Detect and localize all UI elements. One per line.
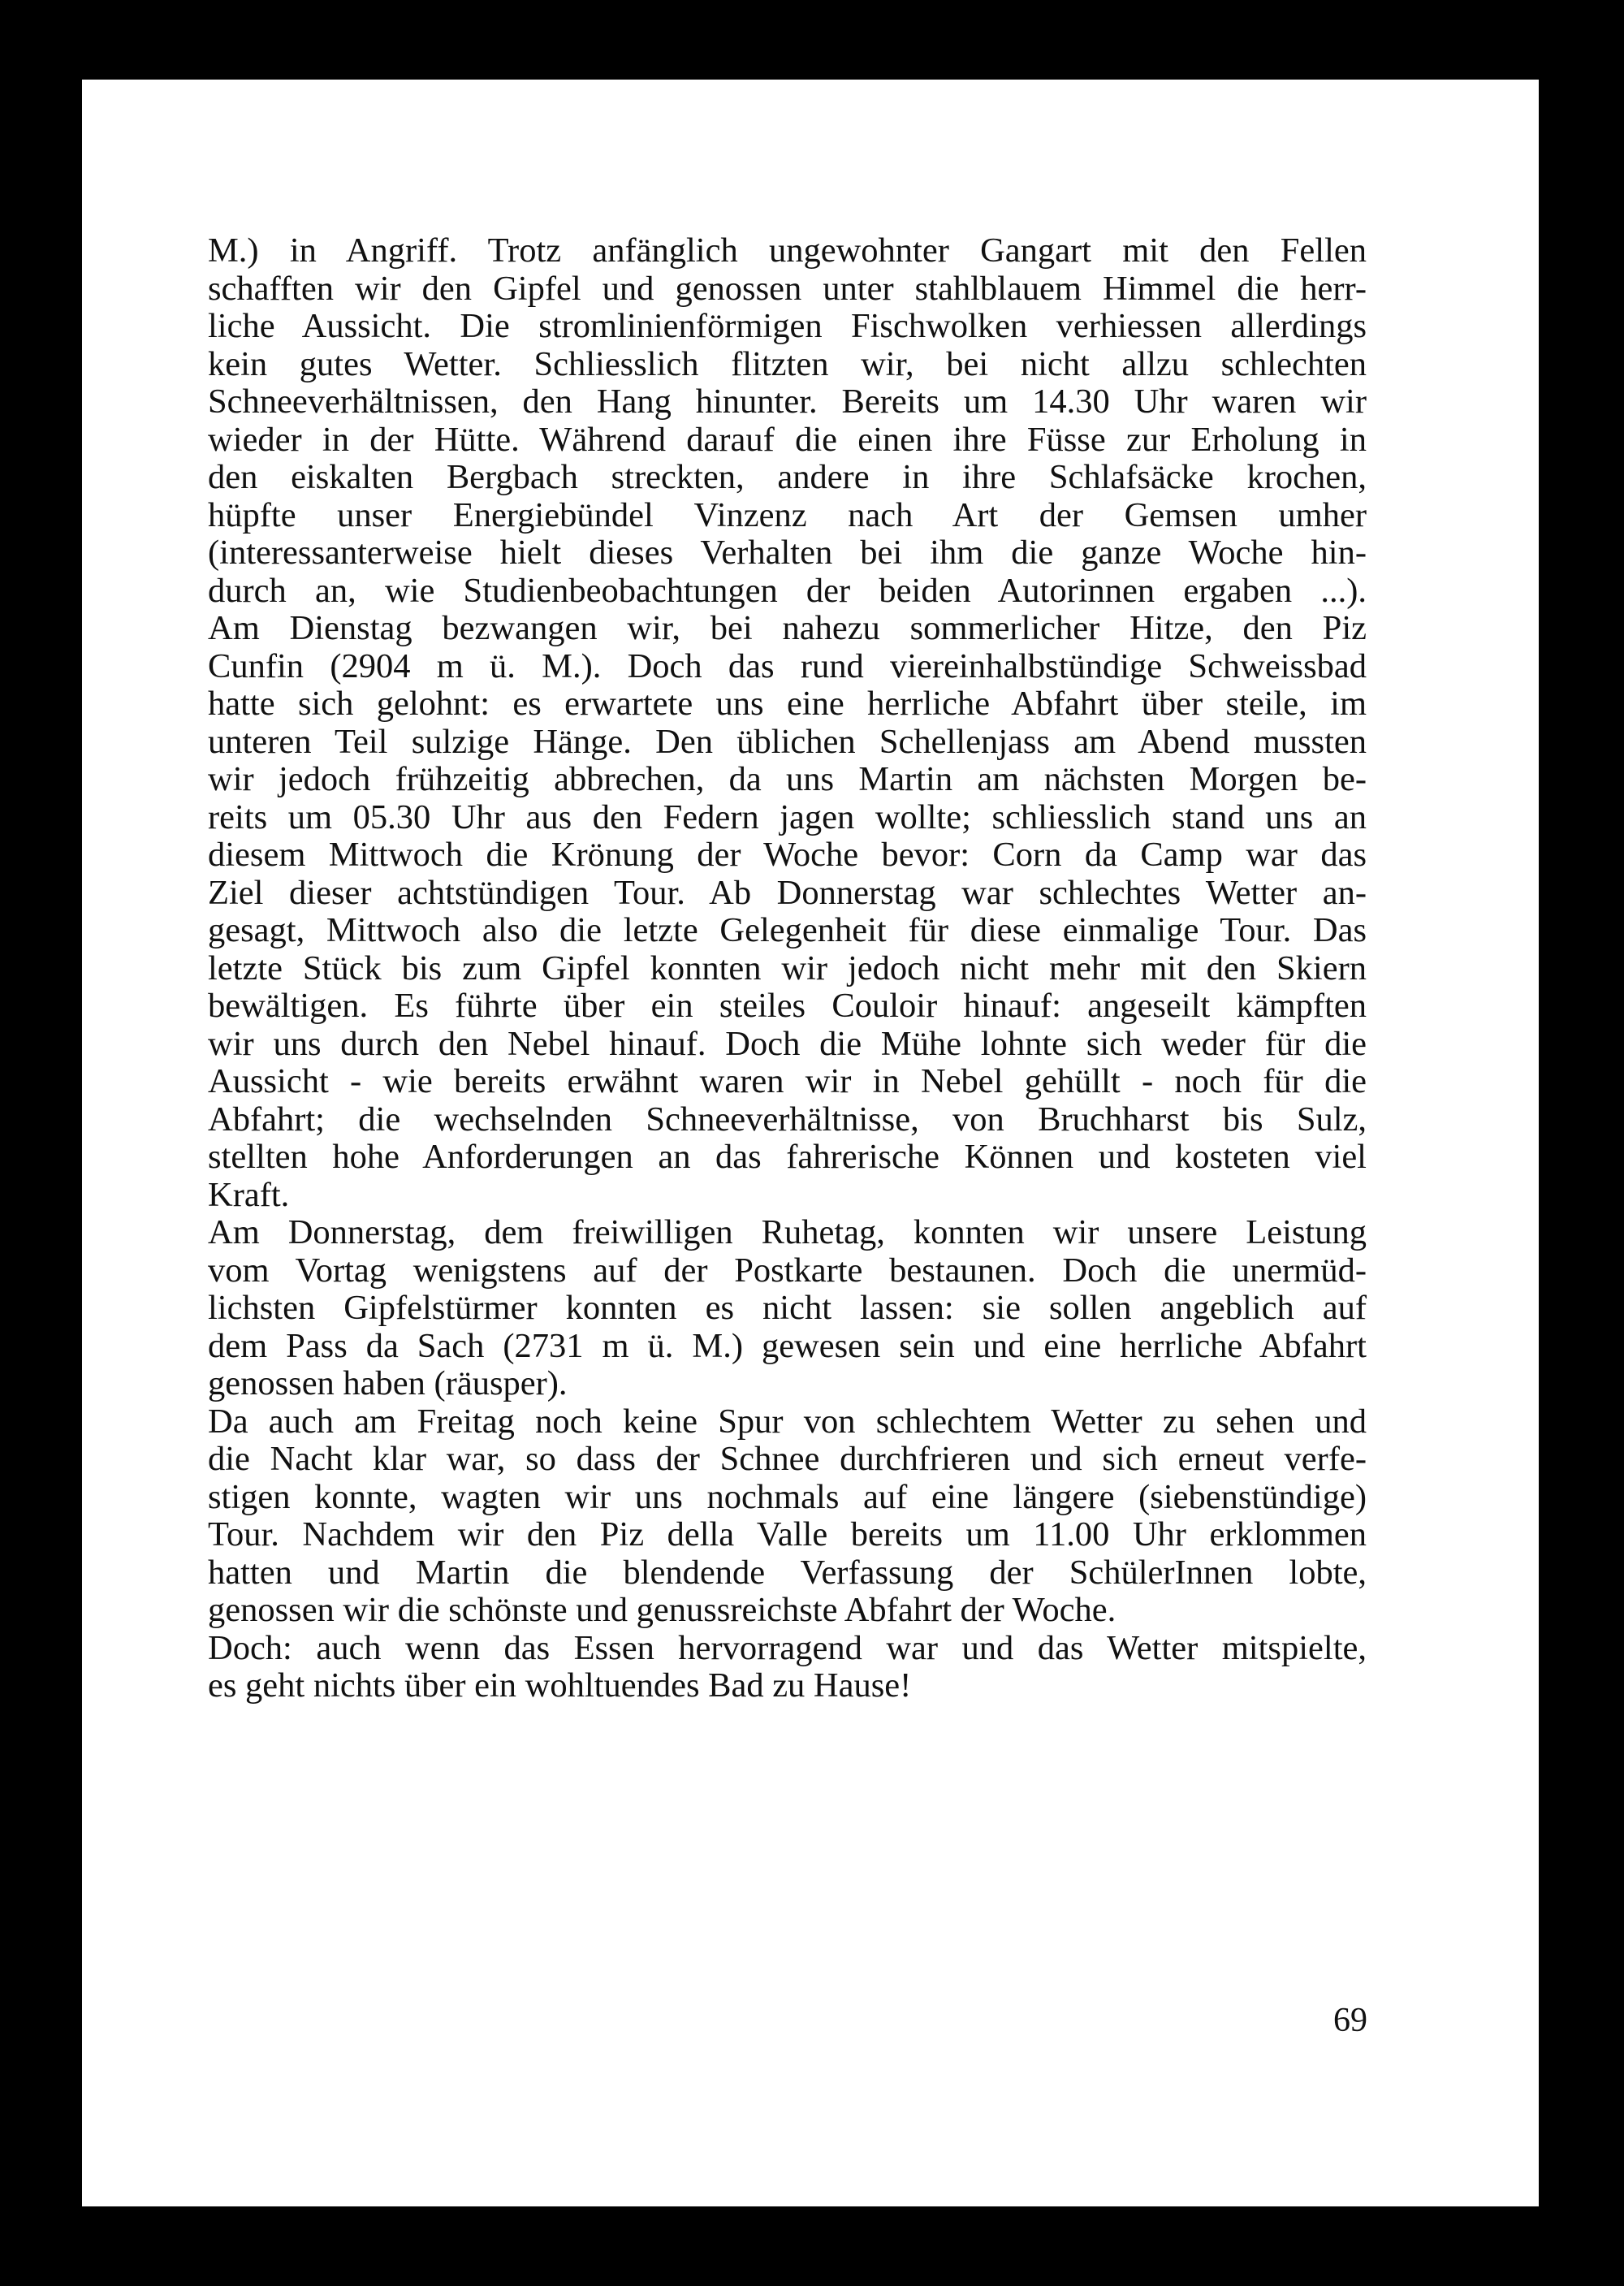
text-line: gesagt, Mittwoch also die letzte Gelegenheit für diese einmalige Tour. Das <box>208 911 1367 949</box>
text-line: stellten hohe Anforderungen an das fahrerische Können und kosteten viel <box>208 1138 1367 1176</box>
text-line: letzte Stück bis zum Gipfel konnten wir jedoch nicht mehr mit den Skiern <box>208 949 1367 987</box>
text-line: wieder in der Hütte. Während darauf die einen ihre Füsse zur Erholung in <box>208 420 1367 459</box>
text-line: unteren Teil sulzige Hänge. Den üblichen Schellenjass am Abend mussten <box>208 722 1367 761</box>
paragraph-end-line: genossen haben (räusper). <box>208 1364 568 1402</box>
text-line: hüpfte unser Energiebündel Vinzenz nach Art der Gemsen umher <box>208 495 1367 534</box>
text-line: Tour. Nachdem wir den Piz della Valle bereits um 11.00 Uhr erklommen <box>208 1515 1367 1554</box>
page-number: 69 <box>1333 2002 1367 2039</box>
text-line: kein gutes Wetter. Schliesslich flitzten wir, bei nicht allzu schlechten <box>208 344 1367 383</box>
text-line: Doch: auch wenn das Essen hervorragend war und das Wetter mitspielte, <box>208 1628 1367 1667</box>
text-line: Aussicht - wie bereits erwähnt waren wir in Nebel gehüllt - noch für die <box>208 1062 1367 1100</box>
text-line: Cunfin (2904 m ü. M.). Doch das rund viereinhalbstündige Schweissbad <box>208 646 1367 685</box>
text-line: vom Vortag wenigstens auf der Postkarte bestaunen. Doch die unermüd- <box>208 1251 1367 1290</box>
text-line: Abfahrt; die wechselnden Schneeverhältnisse, von Bruchharst bis Sulz, <box>208 1100 1367 1139</box>
text-line: den eiskalten Bergbach streckten, andere in ihre Schlafsäcke krochen, <box>208 458 1367 496</box>
text-line: hatten und Martin die blendende Verfassung der SchülerInnen lobte, <box>208 1553 1367 1592</box>
text-line: hatte sich gelohnt: es erwartete uns eine herrliche Abfahrt über steile, im <box>208 685 1367 723</box>
text-line: lichsten Gipfelstürmer konnten es nicht lassen: sie sollen angeblich auf <box>208 1289 1367 1327</box>
text-line: Schneeverhältnissen, den Hang hinunter. Bereits um 14.30 Uhr waren wir <box>208 382 1367 421</box>
text-line: Ziel dieser achtstündigen Tour. Ab Donnerstag war schlechtes Wetter an- <box>208 873 1367 912</box>
text-line: Da auch am Freitag noch keine Spur von schlechtem Wetter zu sehen und <box>208 1402 1367 1441</box>
text-line: Am Donnerstag, dem freiwilligen Ruhetag, konnten wir unsere Leistung <box>208 1213 1367 1251</box>
text-line: stigen konnte, wagten wir uns nochmals auf eine längere (siebenstündige) <box>208 1477 1367 1516</box>
text-line: dem Pass da Sach (2731 m ü. M.) gewesen sein und eine herrliche Abfahrt <box>208 1326 1367 1365</box>
text-line: Am Dienstag bezwangen wir, bei nahezu sommerlicher Hitze, den Piz <box>208 609 1367 647</box>
paragraph-end-line: Kraft. <box>208 1175 290 1214</box>
text-line: M.) in Angriff. Trotz anfänglich ungewohnter Gangart mit den Fellen <box>208 231 1367 270</box>
text-line: diesem Mittwoch die Krönung der Woche bevor: Corn da Camp war das <box>208 836 1367 874</box>
text-line: (interessanterweise hielt dieses Verhalten bei ihm die ganze Woche hin- <box>208 534 1367 572</box>
text-line: schafften wir den Gipfel und genossen unter stahlblauem Himmel die herr- <box>208 269 1367 308</box>
text-line: wir jedoch frühzeitig abbrechen, da uns Martin am nächsten Morgen be- <box>208 760 1367 798</box>
text-line: durch an, wie Studienbeobachtungen der beiden Autorinnen ergaben ...). <box>208 571 1367 610</box>
paragraph-end-line: es geht nichts über ein wohltuendes Bad zu Hause! <box>208 1666 912 1705</box>
text-line: bewältigen. Es führte über ein steiles Couloir hinauf: angeseilt kämpften <box>208 987 1367 1025</box>
paragraph-end-line: genossen wir die schönste und genussreichste Abfahrt der Woche. <box>208 1591 1116 1629</box>
text-line: wir uns durch den Nebel hinauf. Doch die Mühe lohnte sich weder für die <box>208 1024 1367 1063</box>
text-line: die Nacht klar war, so dass der Schnee durchfrieren und sich erneut verfe- <box>208 1440 1367 1478</box>
text-line: liche Aussicht. Die stromlinienförmigen Fischwolken verhiessen allerdings <box>208 307 1367 345</box>
text-line: reits um 05.30 Uhr aus den Federn jagen wollte; schliesslich stand uns an <box>208 797 1367 836</box>
body-text <box>208 232 1367 1705</box>
document-page <box>82 80 1539 2206</box>
